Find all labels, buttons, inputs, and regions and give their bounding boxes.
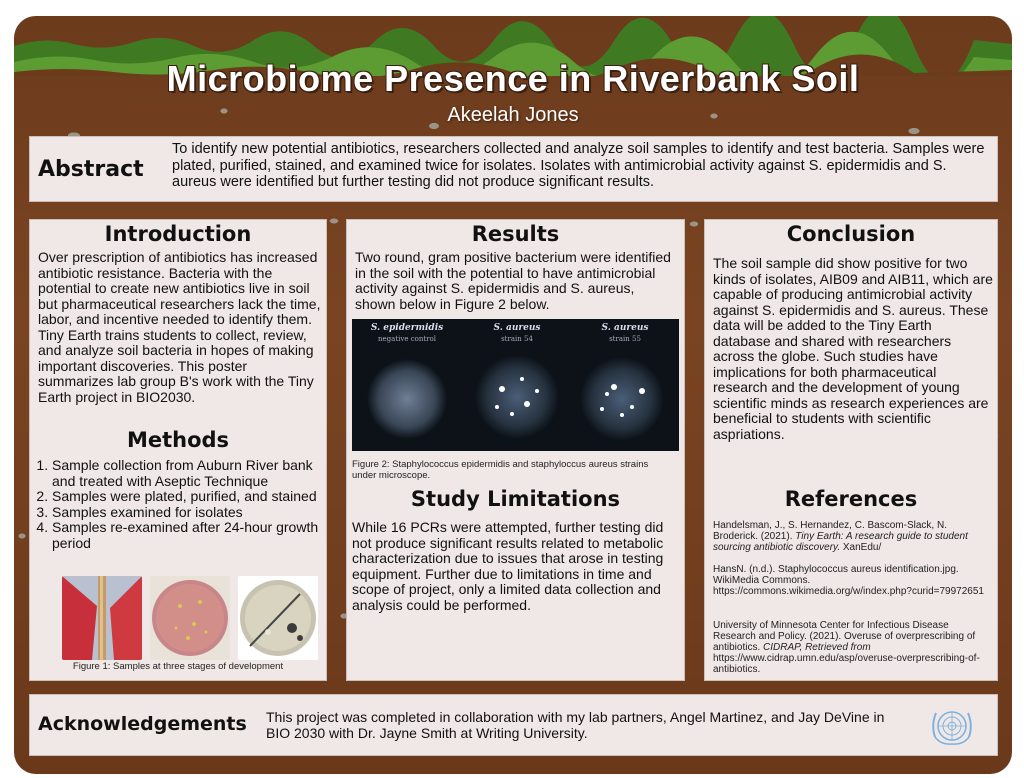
methods-step: 4. Samples re-examined after 24-hour growth period [52,520,322,551]
micro-sub-3: strain 55 [609,335,641,343]
conclusion-heading: Conclusion [786,222,916,246]
abstract-panel [29,136,998,202]
reference-item: Handelsman, J., S. Hernandez, C. Bascom-Slack, N. Broderick. (2021). Tiny Earth: A research guide to student sourcing antibiotic discovery. XanEdu/ [713,520,968,553]
poster-background [14,16,1012,774]
results-text: Two round, gram positive bacterium were identified in the soil with the potential to have antimicrobial activity against S. epidermidis and S. aureus, shown below in Figure 2 below. [355,249,671,312]
limitations-heading: Study Limitations [410,487,621,511]
sample-swab-photo [62,576,142,660]
micro-label-3: S. aureus [601,323,649,333]
introduction-heading: Introduction [104,222,252,246]
abstract-text: To identify new potential antibiotics, researchers collected and analyze soil samples to identify and test bacteria. Samples were plated, purified, stained, and examined twice for isolates. Isolates with antimicrobial activity against S. epidermidis and S. aureus were identified but further testing did not produce significant results. [172,141,985,190]
micro-label-2: S. aureus [493,323,541,333]
poster-author: Akeelah Jones [447,104,579,126]
microscope-figure [352,319,679,451]
acknowledgements-text: This project was completed in collaboration with my lab partners, Angel Martinez, and Jay DeVine in BIO 2030 with Dr. Jayne Smith at Writing University. [266,709,885,741]
micro-sub-1: negative control [378,335,436,343]
introduction-text: Over prescription of antibiotics has increased antibiotic resistance. Bacteria with the potential to create new antibiotics live in soil but pharmaceutical researchers lack the time, labor, and incentive needed to identify them. Tiny Earth trains students to collect, review, and analyze soil bacteria in hopes of making important discoveries. This poster summarizes lab group B's work with the Tiny Earth project in BIO2030. [38,249,321,405]
reference-item: HansN. (n.d.). Staphylococcus aureus identification.jpg. WikiMedia Commons. https://commons.wikimedia.org/w/index.php?curid=79972651 [713,564,984,597]
acknowledgements-panel [29,694,998,756]
methods-step: 3. Samples examined for isolates [52,505,322,521]
figure-1-caption: Figure 1: Samples at three stages of development [72,661,284,672]
references-heading: References [784,487,918,511]
un-emblem-icon [927,703,977,749]
methods-step: 2. Samples were plated, purified, and stained [52,489,322,505]
purified-sample-photo [238,576,318,660]
acknowledgements-heading: Acknowledgements [38,713,247,735]
introduction-panel [29,219,327,681]
abstract-heading: Abstract [38,157,144,182]
methods-list [30,458,322,551]
plated-sample-photo [150,576,230,660]
limitations-text: While 16 PCRs were attempted, further testing did not produce significant results related to metabolic characterization due to issues that arose in testing equipment. Further due to limitations in time and scope of project, only a limited data collection and analysis could be performed. [352,519,664,613]
conclusion-panel [704,219,998,681]
results-heading: Results [471,222,560,246]
micro-sub-2: strain 54 [501,335,533,343]
conclusion-text: The soil sample did show positive for two kinds of isolates, AIB09 and AIB11, which are capable of producing antimicrobial activity against S. epidermidis and S. aureus. These data will be added to the Tiny Earth database and shared with researchers across the globe. Such studies have implications for both pharmaceutical research and the development of young scientific minds as research experiences are beneficial to students with scientific aspriations. [713,255,993,442]
poster-title: Microbiome Presence in Riverbank Soil [166,58,860,99]
micro-label-1: S. epidermidis [370,323,444,333]
results-panel [346,219,685,681]
methods-step: 1. Sample collection from Auburn River bank and treated with Aseptic Technique [52,458,322,489]
figure-2-caption: Figure 2: Staphylococcus epidermidis and staphyloccus aureus strains under microscope. [352,459,649,481]
methods-heading: Methods [126,428,230,452]
reference-item: University of Minnesota Center for Infectious Disease Research and Policy. (2021). Overuse of overprescribing of antibiotics. CIDRAP, Retrieved from https://www.cidrap.umn.edu/asp/overuse-overprescribing-of-antibiotics. [713,620,980,675]
